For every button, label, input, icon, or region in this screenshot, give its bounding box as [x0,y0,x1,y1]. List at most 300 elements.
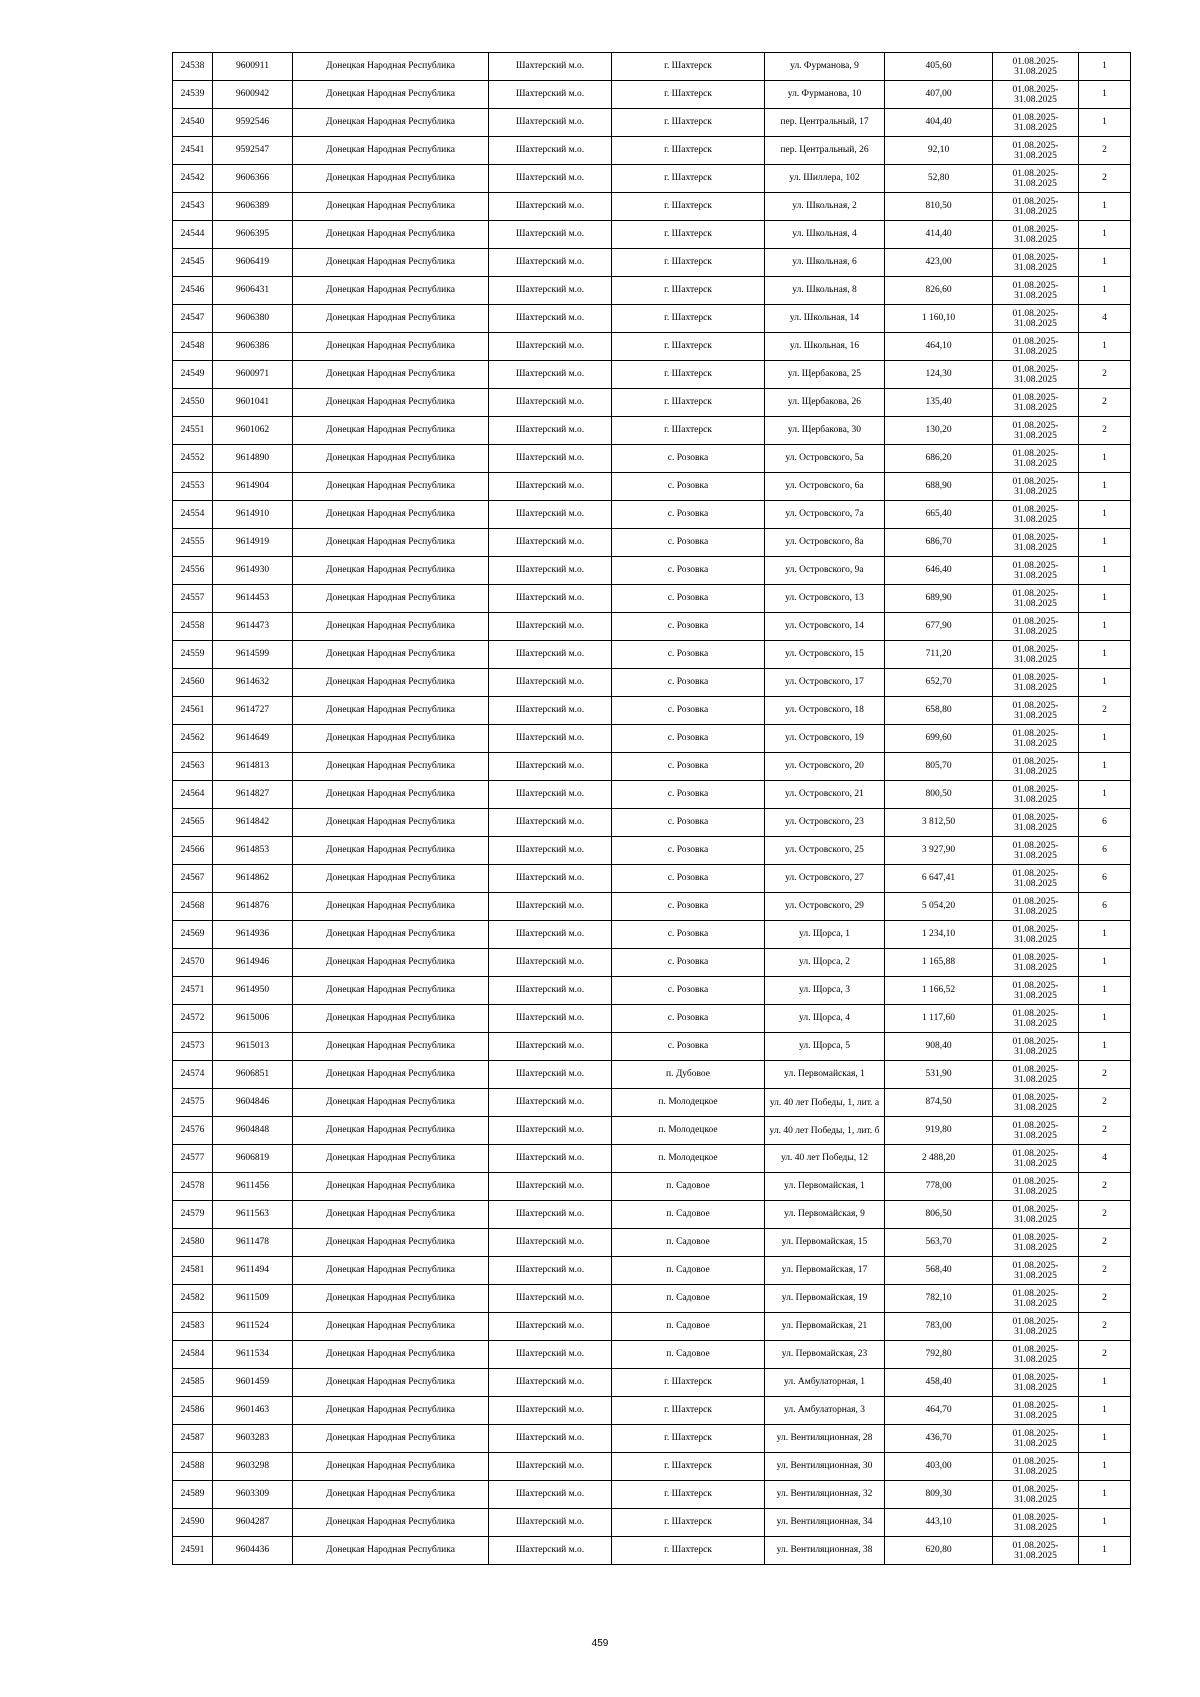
cell-area: 52,80 [885,165,993,193]
table-row [173,277,1131,305]
cell-area: 800,50 [885,781,993,809]
cell-address: ул. Школьная, 16 [765,333,885,361]
cell-record-number: 24566 [173,837,213,865]
table-row [173,1537,1131,1565]
cell-record-number: 24583 [173,1313,213,1341]
cell-count: 2 [1079,1257,1131,1285]
cell-region: Донецкая Народная Республика [293,865,489,893]
cell-settlement: г. Шахтерск [612,53,765,81]
cell-period: 01.08.2025- 31.08.2025 [993,1145,1079,1173]
cell-area: 686,20 [885,445,993,473]
cell-count: 1 [1079,249,1131,277]
cell-municipal-district: Шахтерский м.о. [489,1089,612,1117]
cell-count: 1 [1079,445,1131,473]
cell-address: ул. Щорса, 2 [765,949,885,977]
cell-cadastral-id: 9611524 [213,1313,293,1341]
cell-settlement: п. Садовое [612,1201,765,1229]
cell-count: 1 [1079,613,1131,641]
cell-region: Донецкая Народная Республика [293,501,489,529]
cell-period: 01.08.2025- 31.08.2025 [993,865,1079,893]
cell-region: Донецкая Народная Республика [293,697,489,725]
cell-period: 01.08.2025- 31.08.2025 [993,1005,1079,1033]
table-row [173,753,1131,781]
cell-record-number: 24542 [173,165,213,193]
cell-settlement: с. Розовка [612,753,765,781]
cell-address: ул. Островского, 9а [765,557,885,585]
cell-period: 01.08.2025- 31.08.2025 [993,277,1079,305]
cell-region: Донецкая Народная Республика [293,1537,489,1565]
cell-municipal-district: Шахтерский м.о. [489,697,612,725]
cell-address: ул. Шиллера, 102 [765,165,885,193]
cell-cadastral-id: 9603298 [213,1453,293,1481]
cell-region: Донецкая Народная Республика [293,1425,489,1453]
cell-record-number: 24568 [173,893,213,921]
cell-address: ул. Островского, 13 [765,585,885,613]
cell-record-number: 24580 [173,1229,213,1257]
page-number: 459 [591,1638,609,1649]
table-row [173,361,1131,389]
cell-municipal-district: Шахтерский м.о. [489,1061,612,1089]
cell-region: Донецкая Народная Республика [293,473,489,501]
cell-count: 1 [1079,53,1131,81]
cell-municipal-district: Шахтерский м.о. [489,753,612,781]
cell-municipal-district: Шахтерский м.о. [489,977,612,1005]
cell-region: Донецкая Народная Республика [293,921,489,949]
cell-area: 414,40 [885,221,993,249]
cell-address: ул. Островского, 25 [765,837,885,865]
cell-period: 01.08.2025- 31.08.2025 [993,1425,1079,1453]
cell-address: ул. 40 лет Победы, 12 [765,1145,885,1173]
cell-settlement: с. Розовка [612,697,765,725]
cell-municipal-district: Шахтерский м.о. [489,1257,612,1285]
cell-period: 01.08.2025- 31.08.2025 [993,753,1079,781]
cell-record-number: 24545 [173,249,213,277]
table-row [173,417,1131,445]
cell-region: Донецкая Народная Республика [293,361,489,389]
cell-address: ул. Школьная, 14 [765,305,885,333]
cell-municipal-district: Шахтерский м.о. [489,837,612,865]
cell-municipal-district: Шахтерский м.о. [489,1117,612,1145]
cell-area: 699,60 [885,725,993,753]
cell-region: Донецкая Народная Республика [293,137,489,165]
cell-region: Донецкая Народная Республика [293,1033,489,1061]
cell-record-number: 24554 [173,501,213,529]
cell-period: 01.08.2025- 31.08.2025 [993,473,1079,501]
cell-municipal-district: Шахтерский м.о. [489,1285,612,1313]
cell-region: Донецкая Народная Республика [293,557,489,585]
table-row [173,781,1131,809]
cell-period: 01.08.2025- 31.08.2025 [993,1313,1079,1341]
cell-region: Донецкая Народная Республика [293,1341,489,1369]
cell-municipal-district: Шахтерский м.о. [489,305,612,333]
cell-region: Донецкая Народная Республика [293,417,489,445]
cell-period: 01.08.2025- 31.08.2025 [993,193,1079,221]
cell-record-number: 24581 [173,1257,213,1285]
cell-count: 1 [1079,725,1131,753]
table-row [173,193,1131,221]
table-row [173,809,1131,837]
cell-settlement: с. Розовка [612,1033,765,1061]
cell-record-number: 24576 [173,1117,213,1145]
cell-area: 1 166,52 [885,977,993,1005]
cell-period: 01.08.2025- 31.08.2025 [993,137,1079,165]
cell-cadastral-id: 9614946 [213,949,293,977]
cell-record-number: 24559 [173,641,213,669]
cell-municipal-district: Шахтерский м.о. [489,669,612,697]
table-row [173,1425,1131,1453]
cell-settlement: с. Розовка [612,725,765,753]
cell-settlement: с. Розовка [612,445,765,473]
table-row [173,585,1131,613]
table-row [173,949,1131,977]
cell-area: 677,90 [885,613,993,641]
cell-region: Донецкая Народная Республика [293,1313,489,1341]
cell-period: 01.08.2025- 31.08.2025 [993,249,1079,277]
cell-count: 1 [1079,1425,1131,1453]
cell-region: Донецкая Народная Республика [293,837,489,865]
table-body [173,53,1131,1565]
cell-settlement: г. Шахтерск [612,137,765,165]
table-row [173,1201,1131,1229]
cell-count: 2 [1079,1089,1131,1117]
cell-municipal-district: Шахтерский м.о. [489,529,612,557]
cell-settlement: с. Розовка [612,473,765,501]
table-row [173,501,1131,529]
cell-area: 124,30 [885,361,993,389]
cell-cadastral-id: 9601459 [213,1369,293,1397]
cell-count: 1 [1079,1397,1131,1425]
cell-municipal-district: Шахтерский м.о. [489,1509,612,1537]
cell-count: 1 [1079,669,1131,697]
table-row [173,1285,1131,1313]
cell-area: 531,90 [885,1061,993,1089]
cell-record-number: 24584 [173,1341,213,1369]
cell-count: 1 [1079,1481,1131,1509]
cell-settlement: п. Молодецкое [612,1117,765,1145]
cell-settlement: г. Шахтерск [612,1453,765,1481]
cell-settlement: п. Садовое [612,1173,765,1201]
cell-area: 686,70 [885,529,993,557]
cell-address: ул. Первомайская, 21 [765,1313,885,1341]
cell-count: 1 [1079,1453,1131,1481]
cell-record-number: 24556 [173,557,213,585]
cell-municipal-district: Шахтерский м.о. [489,1453,612,1481]
cell-period: 01.08.2025- 31.08.2025 [993,1397,1079,1425]
cell-cadastral-id: 9601062 [213,417,293,445]
cell-count: 1 [1079,921,1131,949]
cell-municipal-district: Шахтерский м.о. [489,949,612,977]
cell-address: ул. Первомайская, 1 [765,1173,885,1201]
cell-municipal-district: Шахтерский м.о. [489,865,612,893]
cell-settlement: с. Розовка [612,557,765,585]
cell-address: ул. Островского, 17 [765,669,885,697]
cell-cadastral-id: 9611478 [213,1229,293,1257]
table-row [173,333,1131,361]
table-row [173,305,1131,333]
cell-period: 01.08.2025- 31.08.2025 [993,1229,1079,1257]
cell-municipal-district: Шахтерский м.о. [489,109,612,137]
cell-count: 6 [1079,837,1131,865]
cell-cadastral-id: 9601463 [213,1397,293,1425]
cell-cadastral-id: 9615013 [213,1033,293,1061]
cell-settlement: с. Розовка [612,641,765,669]
cell-settlement: п. Садовое [612,1341,765,1369]
table-row [173,977,1131,1005]
cell-settlement: г. Шахтерск [612,361,765,389]
cell-record-number: 24578 [173,1173,213,1201]
cell-count: 2 [1079,1313,1131,1341]
cell-address: ул. Островского, 15 [765,641,885,669]
cell-record-number: 24569 [173,921,213,949]
cell-municipal-district: Шахтерский м.о. [489,389,612,417]
table-row [173,165,1131,193]
cell-area: 2 488,20 [885,1145,993,1173]
cell-period: 01.08.2025- 31.08.2025 [993,389,1079,417]
cell-cadastral-id: 9592546 [213,109,293,137]
cell-settlement: п. Молодецкое [612,1089,765,1117]
cell-address: ул. Первомайская, 23 [765,1341,885,1369]
cell-settlement: г. Шахтерск [612,165,765,193]
table-row [173,389,1131,417]
cell-region: Донецкая Народная Республика [293,81,489,109]
cell-period: 01.08.2025- 31.08.2025 [993,417,1079,445]
cell-address: ул. Вентиляционная, 34 [765,1509,885,1537]
cell-cadastral-id: 9604848 [213,1117,293,1145]
cell-cadastral-id: 9606380 [213,305,293,333]
cell-settlement: п. Садовое [612,1257,765,1285]
cell-municipal-district: Шахтерский м.о. [489,445,612,473]
cell-area: 908,40 [885,1033,993,1061]
cell-settlement: г. Шахтерск [612,1509,765,1537]
cell-record-number: 24589 [173,1481,213,1509]
cell-count: 1 [1079,109,1131,137]
cell-cadastral-id: 9614649 [213,725,293,753]
cell-cadastral-id: 9604287 [213,1509,293,1537]
cell-region: Донецкая Народная Республика [293,193,489,221]
cell-region: Донецкая Народная Республика [293,893,489,921]
cell-area: 646,40 [885,557,993,585]
cell-cadastral-id: 9614936 [213,921,293,949]
table-row [173,249,1131,277]
cell-count: 1 [1079,1005,1131,1033]
cell-municipal-district: Шахтерский м.о. [489,1313,612,1341]
cell-settlement: с. Розовка [612,501,765,529]
cell-period: 01.08.2025- 31.08.2025 [993,585,1079,613]
cell-count: 6 [1079,809,1131,837]
cell-municipal-district: Шахтерский м.о. [489,165,612,193]
cell-municipal-district: Шахтерский м.о. [489,781,612,809]
cell-settlement: г. Шахтерск [612,221,765,249]
cell-municipal-district: Шахтерский м.о. [489,361,612,389]
cell-address: ул. Щорса, 4 [765,1005,885,1033]
cell-municipal-district: Шахтерский м.о. [489,81,612,109]
cell-settlement: с. Розовка [612,529,765,557]
cell-municipal-district: Шахтерский м.о. [489,333,612,361]
cell-address: ул. Первомайская, 17 [765,1257,885,1285]
cell-area: 652,70 [885,669,993,697]
cell-area: 919,80 [885,1117,993,1145]
cell-period: 01.08.2025- 31.08.2025 [993,529,1079,557]
cell-count: 1 [1079,529,1131,557]
cell-municipal-district: Шахтерский м.о. [489,1005,612,1033]
cell-record-number: 24553 [173,473,213,501]
table-row [173,1453,1131,1481]
cell-period: 01.08.2025- 31.08.2025 [993,1369,1079,1397]
cell-cadastral-id: 9614453 [213,585,293,613]
cell-cadastral-id: 9614910 [213,501,293,529]
cell-address: ул. Вентиляционная, 30 [765,1453,885,1481]
cell-cadastral-id: 9600942 [213,81,293,109]
cell-record-number: 24579 [173,1201,213,1229]
cell-count: 1 [1079,277,1131,305]
cell-settlement: с. Розовка [612,837,765,865]
table-row [173,1229,1131,1257]
cell-record-number: 24574 [173,1061,213,1089]
cell-address: ул. Щорса, 5 [765,1033,885,1061]
cell-area: 92,10 [885,137,993,165]
cell-cadastral-id: 9614473 [213,613,293,641]
cell-count: 1 [1079,473,1131,501]
cell-address: ул. Островского, 27 [765,865,885,893]
cell-count: 2 [1079,697,1131,725]
cell-cadastral-id: 9614727 [213,697,293,725]
cell-address: ул. Школьная, 6 [765,249,885,277]
cell-region: Донецкая Народная Республика [293,1005,489,1033]
cell-area: 665,40 [885,501,993,529]
cell-period: 01.08.2025- 31.08.2025 [993,669,1079,697]
cell-cadastral-id: 9606419 [213,249,293,277]
table-row [173,1369,1131,1397]
cell-area: 1 234,10 [885,921,993,949]
cell-address: ул. Школьная, 8 [765,277,885,305]
cell-record-number: 24552 [173,445,213,473]
cell-record-number: 24539 [173,81,213,109]
cell-period: 01.08.2025- 31.08.2025 [993,809,1079,837]
cell-cadastral-id: 9600971 [213,361,293,389]
cell-record-number: 24544 [173,221,213,249]
cell-period: 01.08.2025- 31.08.2025 [993,921,1079,949]
cell-address: ул. Амбулаторная, 3 [765,1397,885,1425]
cell-count: 6 [1079,893,1131,921]
table-row [173,893,1131,921]
cell-settlement: п. Садовое [612,1313,765,1341]
cell-period: 01.08.2025- 31.08.2025 [993,333,1079,361]
cell-address: ул. Островского, 7а [765,501,885,529]
cell-region: Донецкая Народная Республика [293,277,489,305]
cell-settlement: г. Шахтерск [612,389,765,417]
table-row [173,445,1131,473]
cell-record-number: 24586 [173,1397,213,1425]
cell-settlement: г. Шахтерск [612,109,765,137]
cell-municipal-district: Шахтерский м.о. [489,1425,612,1453]
cell-cadastral-id: 9615006 [213,1005,293,1033]
cell-region: Донецкая Народная Республика [293,165,489,193]
cell-settlement: п. Садовое [612,1229,765,1257]
cell-municipal-district: Шахтерский м.о. [489,557,612,585]
cell-count: 6 [1079,865,1131,893]
cell-count: 1 [1079,977,1131,1005]
cell-period: 01.08.2025- 31.08.2025 [993,53,1079,81]
cell-cadastral-id: 9614862 [213,865,293,893]
cell-record-number: 24575 [173,1089,213,1117]
cell-area: 826,60 [885,277,993,305]
cell-count: 2 [1079,1229,1131,1257]
cell-municipal-district: Шахтерский м.о. [489,1537,612,1565]
cell-period: 01.08.2025- 31.08.2025 [993,1173,1079,1201]
cell-period: 01.08.2025- 31.08.2025 [993,557,1079,585]
cell-region: Донецкая Народная Республика [293,1229,489,1257]
cell-area: 778,00 [885,1173,993,1201]
cell-area: 130,20 [885,417,993,445]
cell-area: 783,00 [885,1313,993,1341]
cell-period: 01.08.2025- 31.08.2025 [993,1117,1079,1145]
cell-address: ул. Островского, 18 [765,697,885,725]
cell-address: ул. Островского, 20 [765,753,885,781]
cell-cadastral-id: 9592547 [213,137,293,165]
cell-area: 805,70 [885,753,993,781]
cell-record-number: 24591 [173,1537,213,1565]
cell-address: ул. Островского, 6а [765,473,885,501]
cell-record-number: 24548 [173,333,213,361]
cell-settlement: с. Розовка [612,977,765,1005]
cell-region: Донецкая Народная Республика [293,613,489,641]
cell-address: ул. Школьная, 4 [765,221,885,249]
cell-settlement: г. Шахтерск [612,277,765,305]
cell-count: 2 [1079,1285,1131,1313]
cell-period: 01.08.2025- 31.08.2025 [993,893,1079,921]
cell-municipal-district: Шахтерский м.о. [489,221,612,249]
cell-address: ул. Амбулаторная, 1 [765,1369,885,1397]
cell-municipal-district: Шахтерский м.о. [489,249,612,277]
cell-period: 01.08.2025- 31.08.2025 [993,697,1079,725]
cell-area: 403,00 [885,1453,993,1481]
cell-area: 782,10 [885,1285,993,1313]
cell-cadastral-id: 9614890 [213,445,293,473]
cell-period: 01.08.2025- 31.08.2025 [993,361,1079,389]
cell-count: 1 [1079,585,1131,613]
cell-settlement: г. Шахтерск [612,417,765,445]
cell-region: Донецкая Народная Республика [293,641,489,669]
cell-count: 1 [1079,81,1131,109]
cell-municipal-district: Шахтерский м.о. [489,641,612,669]
cell-period: 01.08.2025- 31.08.2025 [993,641,1079,669]
cell-municipal-district: Шахтерский м.о. [489,1229,612,1257]
cell-record-number: 24555 [173,529,213,557]
cell-count: 1 [1079,333,1131,361]
cell-count: 2 [1079,417,1131,445]
cell-cadastral-id: 9606395 [213,221,293,249]
cell-municipal-district: Шахтерский м.о. [489,1033,612,1061]
cell-area: 689,90 [885,585,993,613]
cell-area: 464,70 [885,1397,993,1425]
cell-region: Донецкая Народная Республика [293,1397,489,1425]
cell-municipal-district: Шахтерский м.о. [489,1481,612,1509]
cell-cadastral-id: 9606366 [213,165,293,193]
cell-address: ул. Щорса, 3 [765,977,885,1005]
cell-region: Донецкая Народная Республика [293,1201,489,1229]
cell-region: Донецкая Народная Республика [293,781,489,809]
cell-area: 3 927,90 [885,837,993,865]
cell-period: 01.08.2025- 31.08.2025 [993,949,1079,977]
cell-settlement: г. Шахтерск [612,249,765,277]
cell-municipal-district: Шахтерский м.о. [489,1173,612,1201]
cell-record-number: 24550 [173,389,213,417]
cell-municipal-district: Шахтерский м.о. [489,1341,612,1369]
cell-area: 1 165,88 [885,949,993,977]
cell-count: 2 [1079,1061,1131,1089]
cell-municipal-district: Шахтерский м.о. [489,893,612,921]
cell-cadastral-id: 9603283 [213,1425,293,1453]
